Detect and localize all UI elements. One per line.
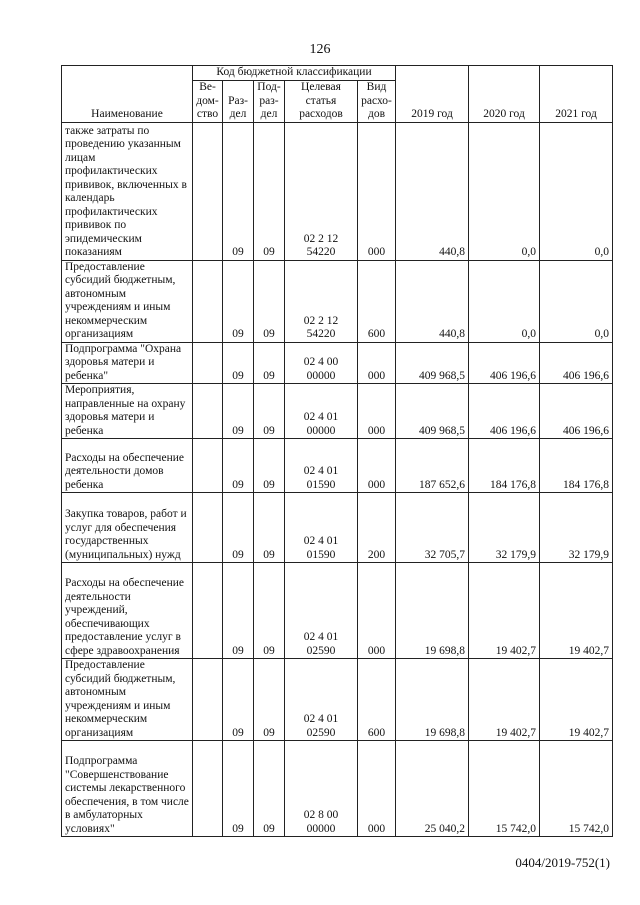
row-amount-2020: 406 196,6 — [469, 342, 540, 384]
header-2020: 2020 год — [469, 66, 540, 123]
row-amount-2021: 184 176,8 — [540, 439, 613, 493]
row-name: Предоставление субсидий бюджетным, автономным учреждениям и иным некоммерческим организациям — [62, 659, 193, 741]
row-amount-2020: 0,0 — [469, 260, 540, 342]
header-code-group: Код бюджетной классификации — [193, 66, 396, 81]
row-razdel: 09 — [223, 659, 254, 741]
row-vedomstvo — [193, 493, 223, 563]
row-amount-2020: 184 176,8 — [469, 439, 540, 493]
table-row — [62, 563, 613, 659]
row-amount-2020: 19 402,7 — [469, 563, 540, 659]
row-expense-type: 000 — [358, 439, 396, 493]
table-row — [62, 493, 613, 563]
row-target-article: 02 4 01 02590 — [285, 563, 358, 659]
row-amount-2019: 440,8 — [396, 122, 469, 260]
row-amount-2019: 32 705,7 — [396, 493, 469, 563]
row-vedomstvo — [193, 342, 223, 384]
row-target-article: 02 2 12 54220 — [285, 122, 358, 260]
table-row — [62, 659, 613, 741]
row-amount-2021: 406 196,6 — [540, 342, 613, 384]
row-razdel: 09 — [223, 122, 254, 260]
row-amount-2019: 19 698,8 — [396, 659, 469, 741]
row-razdel: 09 — [223, 342, 254, 384]
row-amount-2021: 32 179,9 — [540, 493, 613, 563]
header-2019: 2019 год — [396, 66, 469, 123]
row-vedomstvo — [193, 659, 223, 741]
row-amount-2020: 0,0 — [469, 122, 540, 260]
table-row — [62, 384, 613, 439]
row-amount-2021: 15 742,0 — [540, 741, 613, 837]
table-header — [62, 66, 613, 123]
row-razdel: 09 — [223, 260, 254, 342]
row-amount-2019: 440,8 — [396, 260, 469, 342]
row-expense-type: 200 — [358, 493, 396, 563]
row-razdel: 09 — [223, 741, 254, 837]
header-vid: Вид расхо- дов — [358, 80, 396, 122]
footer-document-code: 0404/2019-752(1) — [515, 855, 610, 870]
row-podrazdel: 09 — [254, 563, 285, 659]
row-razdel: 09 — [223, 563, 254, 659]
row-amount-2020: 19 402,7 — [469, 659, 540, 741]
row-podrazdel: 09 — [254, 659, 285, 741]
row-target-article: 02 8 00 00000 — [285, 741, 358, 837]
header-name: Наименование — [62, 66, 193, 123]
table-row — [62, 741, 613, 837]
row-name: Расходы на обеспечение деятельности учреждений, обеспечивающих предоставление услуг в сфере здравоохранения — [62, 563, 193, 659]
row-target-article: 02 4 01 00000 — [285, 384, 358, 439]
header-2021: 2021 год — [540, 66, 613, 123]
row-name: Мероприятия, направленные на охрану здоровья матери и ребенка — [62, 384, 193, 439]
row-amount-2021: 406 196,6 — [540, 384, 613, 439]
row-podrazdel: 09 — [254, 260, 285, 342]
row-expense-type: 000 — [358, 122, 396, 260]
row-expense-type: 600 — [358, 659, 396, 741]
row-podrazdel: 09 — [254, 741, 285, 837]
row-target-article: 02 4 01 01590 — [285, 439, 358, 493]
row-amount-2021: 19 402,7 — [540, 659, 613, 741]
row-name: также затраты по проведению указанным лицам профилактических прививок, включенных в календарь профилактических прививок по эпидемическим показаниям — [62, 122, 193, 260]
table-row — [62, 122, 613, 260]
row-amount-2021: 0,0 — [540, 122, 613, 260]
row-vedomstvo — [193, 563, 223, 659]
row-razdel: 09 — [223, 384, 254, 439]
row-amount-2020: 32 179,9 — [469, 493, 540, 563]
row-amount-2019: 187 652,6 — [396, 439, 469, 493]
row-razdel: 09 — [223, 439, 254, 493]
row-amount-2020: 406 196,6 — [469, 384, 540, 439]
row-target-article: 02 4 00 00000 — [285, 342, 358, 384]
row-expense-type: 000 — [358, 384, 396, 439]
budget-table — [61, 65, 613, 837]
row-amount-2021: 0,0 — [540, 260, 613, 342]
row-amount-2019: 25 040,2 — [396, 741, 469, 837]
row-amount-2019: 409 968,5 — [396, 342, 469, 384]
row-target-article: 02 4 01 02590 — [285, 659, 358, 741]
row-podrazdel: 09 — [254, 122, 285, 260]
row-vedomstvo — [193, 741, 223, 837]
row-podrazdel: 09 — [254, 384, 285, 439]
row-vedomstvo — [193, 122, 223, 260]
row-amount-2020: 15 742,0 — [469, 741, 540, 837]
table-row — [62, 342, 613, 384]
row-amount-2019: 409 968,5 — [396, 384, 469, 439]
row-podrazdel: 09 — [254, 439, 285, 493]
header-vedomstvo: Ве- дом- ство — [193, 80, 223, 122]
row-podrazdel: 09 — [254, 342, 285, 384]
header-podrazdel: Под- раз- дел — [254, 80, 285, 122]
page-number: 126 — [309, 42, 331, 57]
row-name: Подпрограмма "Совершенствование системы лекарственного обеспечения, в том числе в амбулаторных условиях" — [62, 741, 193, 837]
row-vedomstvo — [193, 384, 223, 439]
row-razdel: 09 — [223, 493, 254, 563]
row-target-article: 02 4 01 01590 — [285, 493, 358, 563]
row-vedomstvo — [193, 260, 223, 342]
row-name: Закупка товаров, работ и услуг для обеспечения государственных (муниципальных) нужд — [62, 493, 193, 563]
header-razdel: Раз- дел — [223, 80, 254, 122]
row-name: Расходы на обеспечение деятельности домов ребенка — [62, 439, 193, 493]
table-row — [62, 260, 613, 342]
row-amount-2019: 19 698,8 — [396, 563, 469, 659]
header-celevaya: Целевая статья расходов — [285, 80, 358, 122]
row-expense-type: 000 — [358, 563, 396, 659]
row-expense-type: 000 — [358, 342, 396, 384]
row-target-article: 02 2 12 54220 — [285, 260, 358, 342]
row-podrazdel: 09 — [254, 493, 285, 563]
table-row — [62, 439, 613, 493]
row-name: Предоставление субсидий бюджетным, автономным учреждениям и иным некоммерческим организациям — [62, 260, 193, 342]
row-expense-type: 000 — [358, 741, 396, 837]
row-expense-type: 600 — [358, 260, 396, 342]
table-body — [62, 122, 613, 837]
row-name: Подпрограмма "Охрана здоровья матери и ребенка" — [62, 342, 193, 384]
row-amount-2021: 19 402,7 — [540, 563, 613, 659]
row-vedomstvo — [193, 439, 223, 493]
